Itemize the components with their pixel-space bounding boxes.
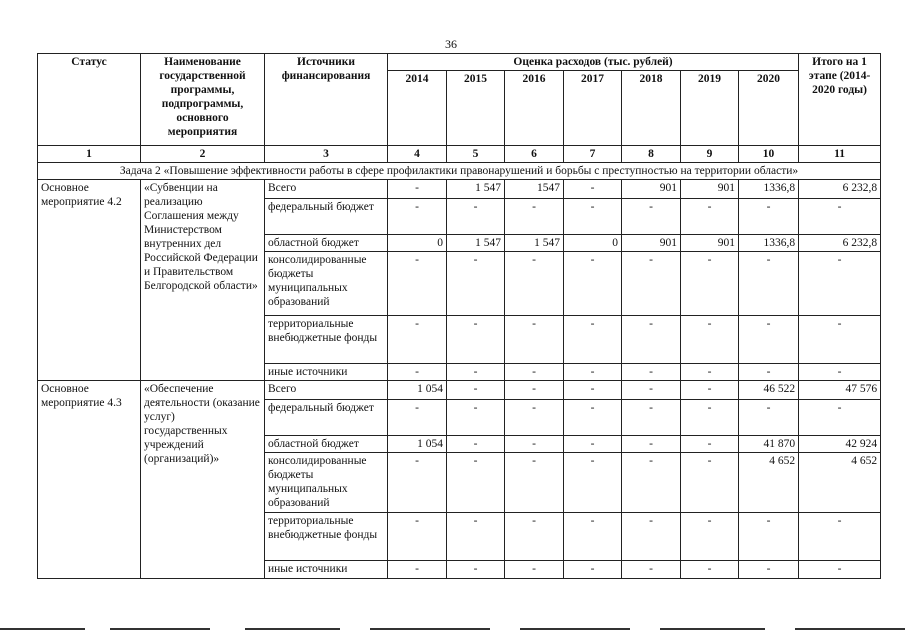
page-edge-rule xyxy=(110,628,210,630)
measure-name: «Субвенции на реализацию Соглашения между Министерством внутренних дел Российской Федерации и Правительством Белгородской области» xyxy=(141,180,265,381)
year-value-cell: - xyxy=(388,199,447,235)
total-value-cell: - xyxy=(799,400,881,436)
year-value-cell: - xyxy=(505,381,564,400)
year-value-cell: - xyxy=(447,252,505,316)
year-value-cell: - xyxy=(681,364,739,381)
year-value-cell: - xyxy=(505,453,564,513)
year-value-cell: 901 xyxy=(622,180,681,199)
header-year: 2020 xyxy=(739,71,799,146)
year-value-cell: 1 547 xyxy=(447,235,505,252)
column-number: 6 xyxy=(505,146,564,163)
year-value-cell: - xyxy=(447,513,505,561)
year-value-cell: - xyxy=(388,561,447,579)
year-value-cell: - xyxy=(681,436,739,453)
year-value-cell: - xyxy=(505,436,564,453)
year-value-cell: - xyxy=(388,513,447,561)
column-number-row xyxy=(38,146,881,163)
funding-source: консолидированные бюджеты муниципальных образований xyxy=(265,453,388,513)
year-value-cell: 1 547 xyxy=(447,180,505,199)
header-year: 2018 xyxy=(622,71,681,146)
year-value-cell: 4 652 xyxy=(739,453,799,513)
funding-source: областной бюджет xyxy=(265,436,388,453)
year-value-cell: - xyxy=(681,400,739,436)
year-value-cell: - xyxy=(564,561,622,579)
column-number: 1 xyxy=(38,146,141,163)
year-value-cell: - xyxy=(739,364,799,381)
year-value-cell: - xyxy=(388,316,447,364)
funding-source: областной бюджет xyxy=(265,235,388,252)
page-edge-rule xyxy=(370,628,490,630)
total-value-cell: - xyxy=(799,561,881,579)
year-value-cell: 1336,8 xyxy=(739,235,799,252)
page-edge-rule xyxy=(520,628,630,630)
year-value-cell: - xyxy=(505,400,564,436)
year-value-cell: - xyxy=(622,316,681,364)
header-funding-sources: Источники финансирования xyxy=(265,54,388,146)
year-value-cell: 901 xyxy=(681,235,739,252)
year-value-cell: 0 xyxy=(388,235,447,252)
year-value-cell: - xyxy=(622,561,681,579)
year-value-cell: - xyxy=(739,316,799,364)
year-value-cell: - xyxy=(388,364,447,381)
task-title: Задача 2 «Повышение эффективности работы в сфере профилактики правонарушений и борьбы с преступностью на территории области» xyxy=(38,163,881,180)
year-value-cell: - xyxy=(388,252,447,316)
year-value-cell: - xyxy=(447,316,505,364)
year-value-cell: - xyxy=(388,453,447,513)
total-value-cell: - xyxy=(799,252,881,316)
year-value-cell: - xyxy=(447,561,505,579)
year-value-cell: - xyxy=(447,436,505,453)
year-value-cell: - xyxy=(739,199,799,235)
year-value-cell: - xyxy=(681,453,739,513)
funding-source: иные источники xyxy=(265,561,388,579)
year-value-cell: 1547 xyxy=(505,180,564,199)
total-value-cell: 6 232,8 xyxy=(799,180,881,199)
year-value-cell: - xyxy=(564,453,622,513)
year-value-cell: 1336,8 xyxy=(739,180,799,199)
year-value-cell: 46 522 xyxy=(739,381,799,400)
header-year: 2019 xyxy=(681,71,739,146)
column-number: 11 xyxy=(799,146,881,163)
year-value-cell: - xyxy=(564,400,622,436)
year-value-cell: 901 xyxy=(681,180,739,199)
year-value-cell: 1 054 xyxy=(388,436,447,453)
measure-status: Основное мероприятие 4.2 xyxy=(38,180,141,381)
year-value-cell: - xyxy=(681,316,739,364)
year-value-cell: - xyxy=(739,561,799,579)
measure-name: «Обеспечение деятельности (оказание услуг) государственных учреждений (организаций)» xyxy=(141,381,265,579)
funding-source: иные источники xyxy=(265,364,388,381)
total-value-cell: 42 924 xyxy=(799,436,881,453)
page-edge-rule xyxy=(0,628,85,630)
page-edge-rule xyxy=(660,628,765,630)
year-value-cell: - xyxy=(564,513,622,561)
year-value-cell: - xyxy=(681,561,739,579)
year-value-cell: - xyxy=(447,400,505,436)
year-value-cell: - xyxy=(622,400,681,436)
year-value-cell: - xyxy=(447,364,505,381)
year-value-cell: - xyxy=(447,453,505,513)
header-cost-estimate: Оценка расходов (тыс. рублей) xyxy=(388,54,799,71)
funding-source: федеральный бюджет xyxy=(265,400,388,436)
column-number: 4 xyxy=(388,146,447,163)
page-edge-rule xyxy=(245,628,340,630)
year-value-cell: - xyxy=(622,453,681,513)
year-value-cell: - xyxy=(505,252,564,316)
table-row xyxy=(38,381,881,400)
year-value-cell: 1 547 xyxy=(505,235,564,252)
column-number: 10 xyxy=(739,146,799,163)
total-value-cell: - xyxy=(799,316,881,364)
table-row xyxy=(38,180,881,199)
column-number: 2 xyxy=(141,146,265,163)
header-year: 2015 xyxy=(447,71,505,146)
total-value-cell: 6 232,8 xyxy=(799,235,881,252)
total-value-cell: - xyxy=(799,199,881,235)
funding-source: территориальные внебюджетные фонды xyxy=(265,316,388,364)
year-value-cell: - xyxy=(622,436,681,453)
year-value-cell: - xyxy=(564,252,622,316)
year-value-cell: - xyxy=(622,199,681,235)
year-value-cell: - xyxy=(505,199,564,235)
header-total: Итого на 1 этапе (2014-2020 годы) xyxy=(799,54,881,146)
year-value-cell: - xyxy=(388,180,447,199)
year-value-cell: - xyxy=(681,381,739,400)
page-number: 36 xyxy=(445,37,457,51)
column-number: 8 xyxy=(622,146,681,163)
year-value-cell: - xyxy=(564,436,622,453)
header-year: 2017 xyxy=(564,71,622,146)
year-value-cell: 41 870 xyxy=(739,436,799,453)
column-number: 3 xyxy=(265,146,388,163)
year-value-cell: 0 xyxy=(564,235,622,252)
year-value-cell: - xyxy=(622,513,681,561)
funding-source: Всего xyxy=(265,180,388,199)
year-value-cell: - xyxy=(739,513,799,561)
header-year: 2016 xyxy=(505,71,564,146)
year-value-cell: - xyxy=(564,316,622,364)
total-value-cell: 4 652 xyxy=(799,453,881,513)
column-number: 7 xyxy=(564,146,622,163)
year-value-cell: - xyxy=(447,199,505,235)
year-value-cell: - xyxy=(622,364,681,381)
header-status: Статус xyxy=(38,54,141,146)
funding-source: территориальные внебюджетные фонды xyxy=(265,513,388,561)
task-row xyxy=(38,163,881,180)
year-value-cell: - xyxy=(739,400,799,436)
year-value-cell: - xyxy=(681,199,739,235)
expense-table xyxy=(37,53,881,579)
year-value-cell: 1 054 xyxy=(388,381,447,400)
total-value-cell: - xyxy=(799,513,881,561)
header-year: 2014 xyxy=(388,71,447,146)
header-row-1 xyxy=(38,54,881,71)
column-number: 9 xyxy=(681,146,739,163)
header-program-name: Наименование государственной программы, подпрограммы, основного мероприятия xyxy=(141,54,265,146)
funding-source: консолидированные бюджеты муниципальных образований xyxy=(265,252,388,316)
total-value-cell: 47 576 xyxy=(799,381,881,400)
column-number: 5 xyxy=(447,146,505,163)
funding-source: федеральный бюджет xyxy=(265,199,388,235)
year-value-cell: - xyxy=(622,381,681,400)
year-value-cell: - xyxy=(505,561,564,579)
year-value-cell: - xyxy=(505,513,564,561)
year-value-cell: - xyxy=(681,252,739,316)
year-value-cell: - xyxy=(739,252,799,316)
year-value-cell: - xyxy=(505,316,564,364)
year-value-cell: - xyxy=(505,364,564,381)
year-value-cell: 901 xyxy=(622,235,681,252)
year-value-cell: - xyxy=(622,252,681,316)
funding-source: Всего xyxy=(265,381,388,400)
year-value-cell: - xyxy=(564,180,622,199)
year-value-cell: - xyxy=(564,199,622,235)
year-value-cell: - xyxy=(681,513,739,561)
year-value-cell: - xyxy=(564,364,622,381)
page-edge-rule xyxy=(795,628,905,630)
total-value-cell: - xyxy=(799,364,881,381)
year-value-cell: - xyxy=(447,381,505,400)
year-value-cell: - xyxy=(564,381,622,400)
year-value-cell: - xyxy=(388,400,447,436)
measure-status: Основное мероприятие 4.3 xyxy=(38,381,141,579)
